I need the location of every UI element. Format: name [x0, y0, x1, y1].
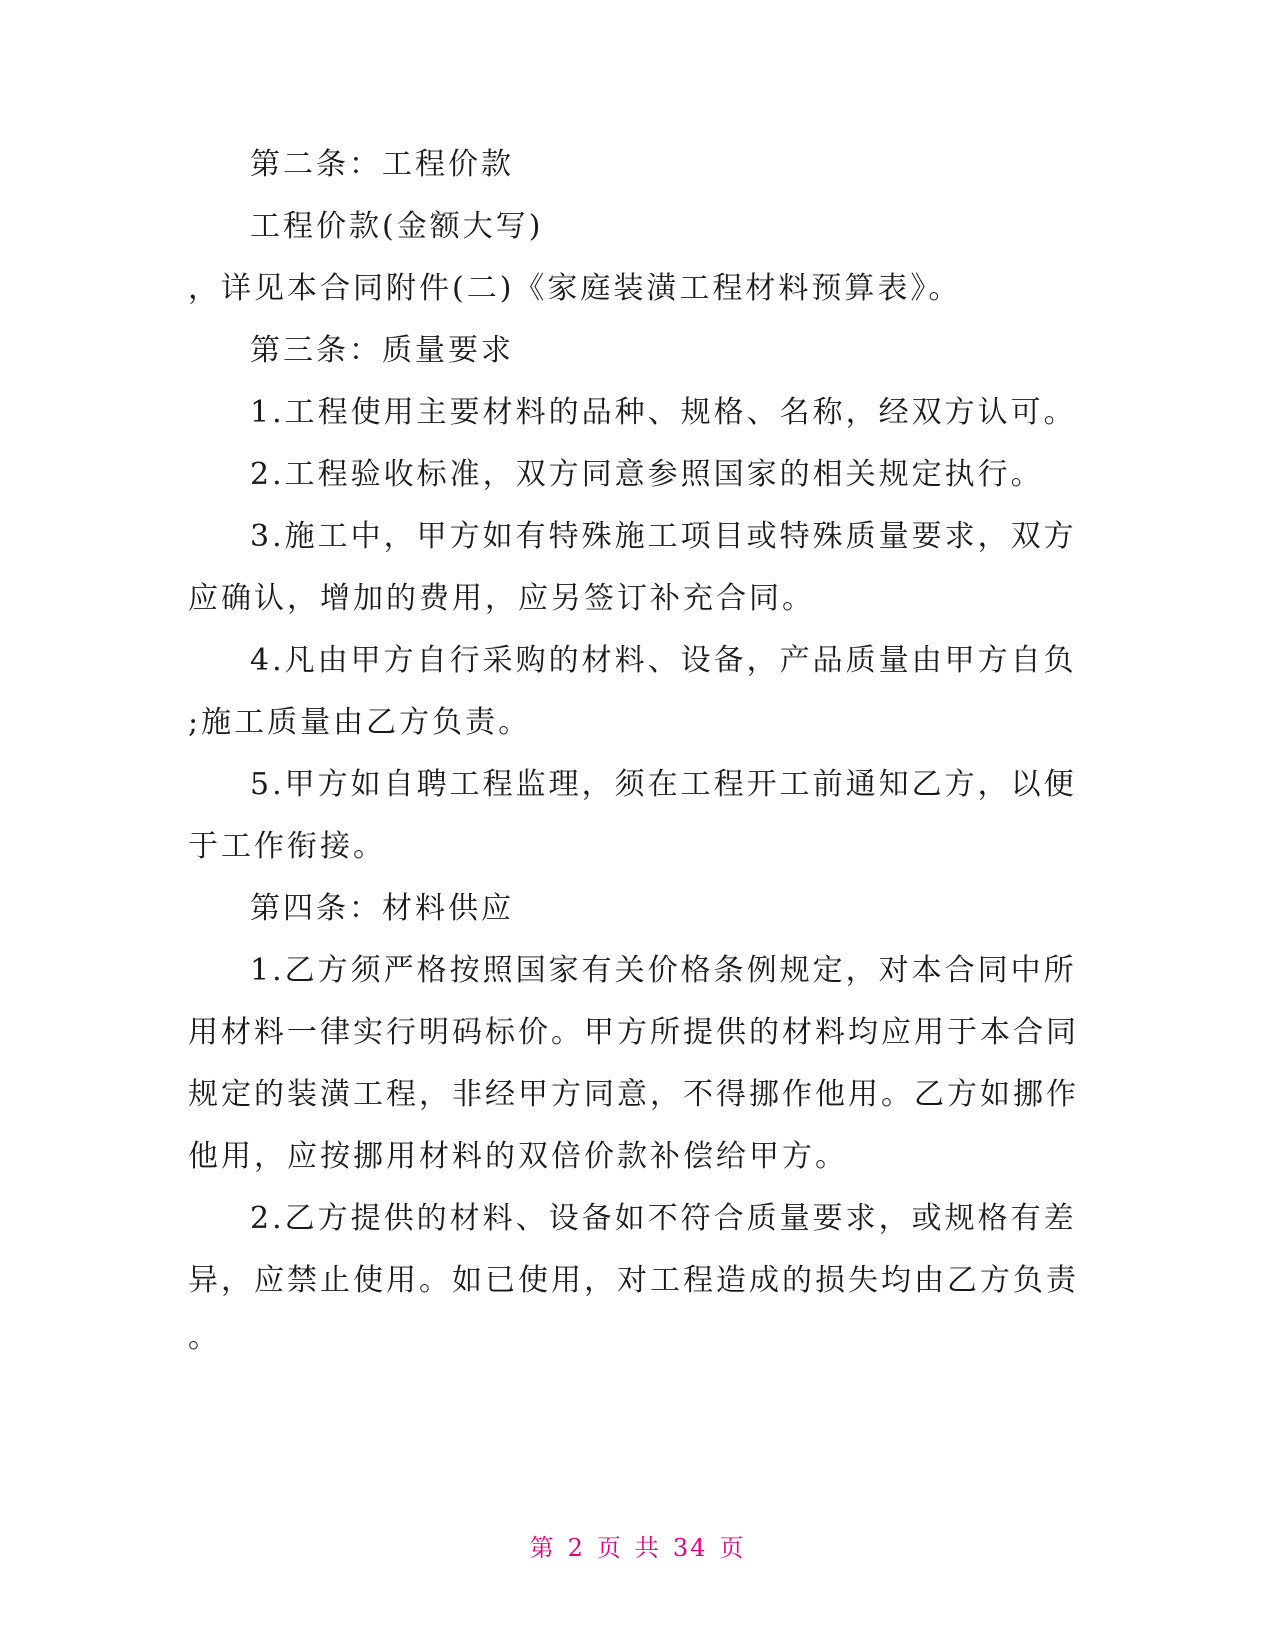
paragraph-line: 2.乙方提供的材料、设备如不符合质量要求，或规格有差: [250, 1201, 1077, 1236]
footer-prefix: 第: [529, 1534, 556, 1562]
paragraph-line: 2.工程验收标准，双方同意参照国家的相关规定执行。: [250, 457, 1044, 492]
paragraph-line: 3.施工中，甲方如有特殊施工项目或特殊质量要求，双方: [250, 519, 1077, 554]
article-3-heading: 第三条：质量要求: [250, 333, 514, 368]
paragraph-line: 1.乙方须严格按照国家有关价格条例规定，对本合同中所: [250, 953, 1077, 988]
paragraph-line: 1.工程使用主要材料的品种、规格、名称，经双方认可。: [250, 395, 1077, 430]
footer-suffix: 页: [719, 1534, 746, 1562]
footer-total-pages: 34: [672, 1534, 708, 1562]
paragraph-line: 应确认，增加的费用，应另签订补充合同。: [188, 581, 815, 616]
footer-total-label: 共: [634, 1534, 661, 1562]
footer-page-number: 2: [567, 1534, 585, 1562]
paragraph-line: 工程价款(金额大写): [250, 209, 544, 244]
paragraph-line: 规定的装潢工程，非经甲方同意，不得挪作他用。乙方如挪作: [188, 1077, 1079, 1112]
paragraph-line: 异，应禁止使用。如已使用，对工程造成的损失均由乙方负责: [188, 1263, 1079, 1298]
paragraph-line: 。: [188, 1320, 221, 1355]
paragraph-line: 4.凡由甲方自行采购的材料、设备，产品质量由甲方自负: [250, 643, 1077, 678]
footer-page-label: 页: [596, 1534, 623, 1562]
paragraph-line: ;施工质量由乙方负责。: [188, 705, 532, 740]
paragraph-line: ，详见本合同附件(二)《家庭装潢工程材料预算表》。: [188, 271, 962, 306]
page-footer: [0, 1532, 1275, 1564]
paragraph-line: 用材料一律实行明码标价。甲方所提供的材料均应用于本合同: [188, 1015, 1079, 1050]
article-2-heading: 第二条：工程价款: [250, 147, 514, 182]
paragraph-line: 5.甲方如自聘工程监理，须在工程开工前通知乙方，以便: [250, 767, 1077, 802]
paragraph-line: 于工作衔接。: [188, 829, 386, 864]
article-4-heading: 第四条：材料供应: [250, 891, 514, 926]
paragraph-line: 他用，应按挪用材料的双倍价款补偿给甲方。: [188, 1139, 848, 1174]
